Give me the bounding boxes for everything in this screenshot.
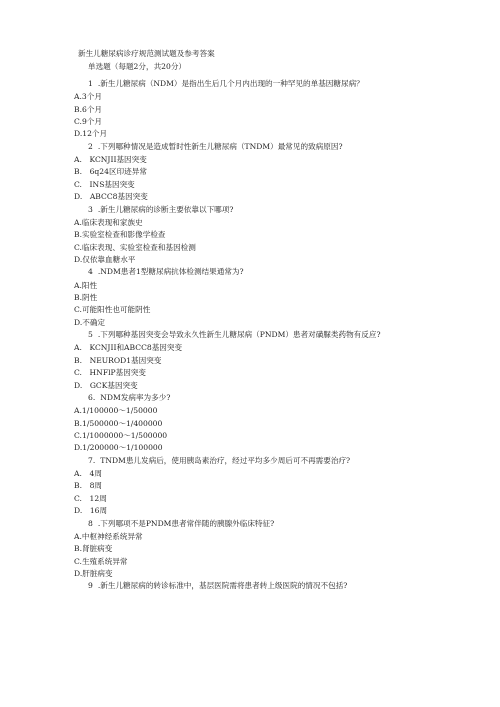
question-text: .下列哪项不是PNDM患者常伴随的胰腺外临床特征? xyxy=(97,518,275,528)
question-8 xyxy=(88,519,274,529)
option-a: A. 4周 xyxy=(74,469,102,478)
option-d: D.1/200000～1/100000 xyxy=(74,443,163,453)
option-d: D. GCK基因突变 xyxy=(74,380,138,390)
option-b: B. 6q24区印迹异常 xyxy=(74,167,147,177)
option-b: B.6个月 xyxy=(74,104,103,114)
question-number: 3 xyxy=(88,204,93,214)
question-6 xyxy=(88,393,170,403)
option-b: B. 8周 xyxy=(74,481,103,491)
option-c: C. INS基因突变 xyxy=(74,179,135,189)
option-d: D.仅依靠血糖水平 xyxy=(74,255,136,264)
question-number: 6. xyxy=(88,393,96,402)
question-2 xyxy=(88,142,343,152)
question-text: .下列哪种基因突变会导致永久性新生儿糖尿病（PNDM）患者对磺脲类药物有反应? xyxy=(97,330,381,340)
section-heading: 单选题（每题2分，共20分） xyxy=(88,62,187,71)
option-a: A.临床表现和家族史 xyxy=(74,217,143,227)
question-number: 2 xyxy=(88,141,93,151)
option-b: B. NEUROD1基因突变 xyxy=(74,355,162,365)
option-a: A.阳性 xyxy=(74,280,98,290)
option-a: A.中枢神经系统异常 xyxy=(74,531,143,541)
option-d: D. 16周 xyxy=(74,506,108,516)
question-3 xyxy=(88,205,233,215)
option-c: C.1/1000000～1/500000 xyxy=(74,431,168,440)
question-number: 4 xyxy=(88,267,93,277)
question-number: 9 xyxy=(88,581,93,591)
option-a: A.3个月 xyxy=(74,92,102,102)
question-text: TNDM患儿发病后，使用胰岛素治疗，经过平均多少周后可不再需要治疗? xyxy=(100,455,351,465)
option-c: C. HNFlP基因突变 xyxy=(74,368,146,378)
question-7 xyxy=(88,456,350,466)
question-number: 7. xyxy=(88,455,96,465)
question-4 xyxy=(88,267,244,277)
option-c: C.临床表现、实验室检查和基因检测 xyxy=(74,242,196,252)
option-d: D.12个月 xyxy=(74,129,108,139)
option-c: C. 12周 xyxy=(74,493,107,503)
question-text: .NDM患者1型糖尿病抗体检测结果通常为? xyxy=(97,267,244,277)
question-number: 8 xyxy=(88,518,93,528)
question-text: .新生儿糖尿病（NDM）是指出生后几个月内出现的一种罕见的单基因糖尿病？ xyxy=(97,79,364,88)
option-c: C.生殖系统异常 xyxy=(74,556,128,566)
option-c: C.可能阳性也可能阴性 xyxy=(74,305,151,315)
question-text: NDM发病率为多少? xyxy=(100,393,171,402)
question-9 xyxy=(88,581,347,591)
option-a: A. KCNJII和ABCC8基因突变 xyxy=(74,343,183,353)
document-title: 新生儿糖尿病诊疗规范测试题及参考答案 xyxy=(78,49,215,58)
option-d: D. ABCC8基因突变 xyxy=(74,192,148,202)
question-number: 5 xyxy=(88,330,93,340)
option-a: A.1/100000～1/50000 xyxy=(74,406,158,416)
option-d: D.肝脏病变 xyxy=(74,569,113,578)
option-d: D.不确定 xyxy=(74,317,106,327)
option-a: A. KCNJII基因突变 xyxy=(74,155,147,164)
question-number: 1 xyxy=(88,79,93,88)
question-text: .新生儿糖尿病的转诊标准中，基层医院需将患者转上级医院的情况不包括? xyxy=(97,581,348,591)
option-b: B.肾脏病变 xyxy=(74,544,113,554)
option-b: B.1/500000～1/400000 xyxy=(74,418,163,428)
question-1 xyxy=(88,79,364,89)
option-c: C.9个月 xyxy=(74,117,102,126)
option-b: B.实验室检查和影像学检查 xyxy=(74,230,166,240)
question-text: .新生儿糖尿病的诊断主要依靠以下哪项? xyxy=(97,204,234,214)
question-5 xyxy=(88,330,381,340)
option-b: B.阴性 xyxy=(74,293,98,302)
question-text: .下列哪种情况是造成暂时性新生儿糖尿病（TNDM）最常见的致病原因? xyxy=(97,141,343,151)
